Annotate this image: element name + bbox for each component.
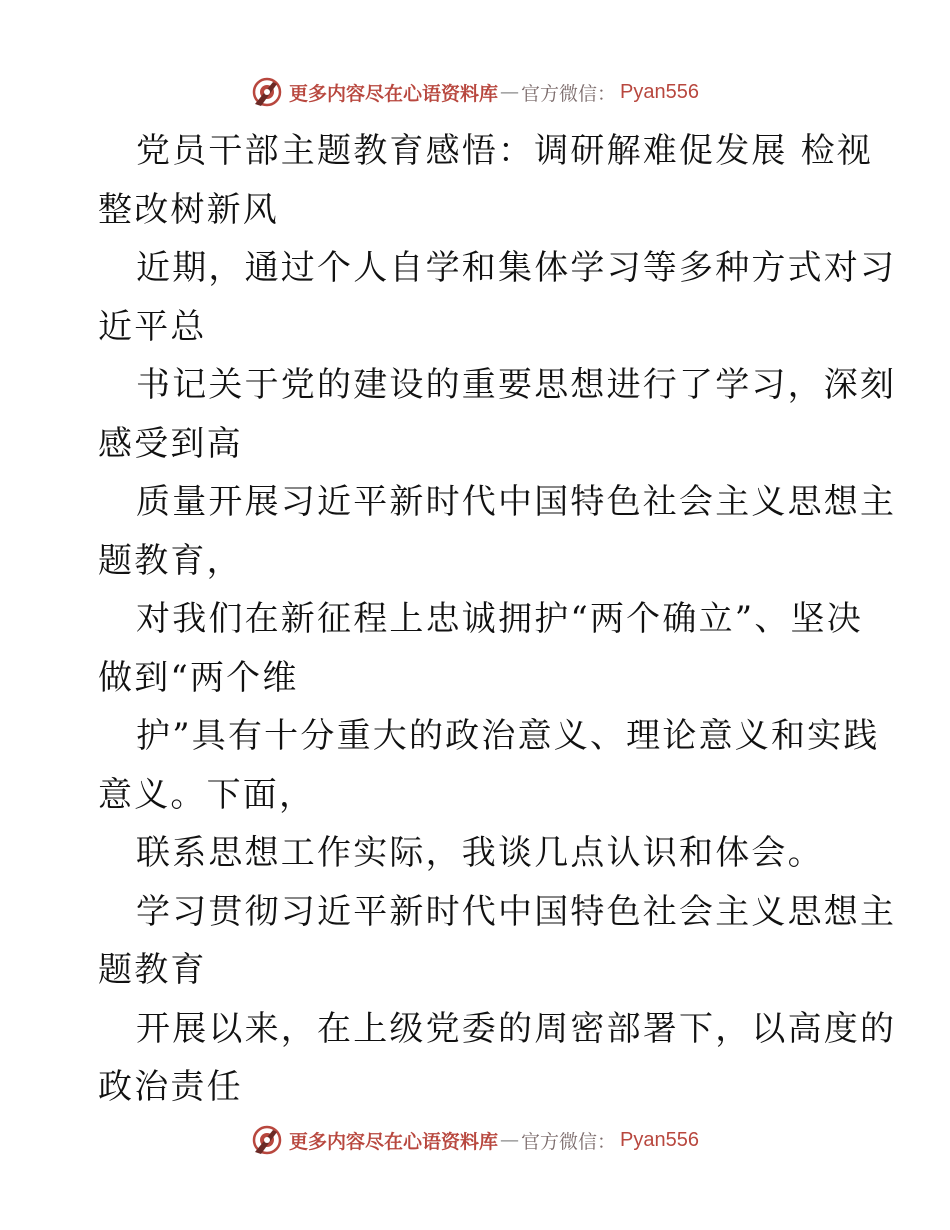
paragraph-line: 开展以来，在上级党委的周密部署下，以高度的 [136,1008,897,1049]
paragraph-line: 学习贯彻习近平新时代中国特色社会主义思想主 [136,891,897,932]
paragraph-line: 联系思想工作实际，我谈几点认识和体会。 [136,833,824,873]
footer-banner [0,1120,950,1160]
brand-text: 更多内容尽在心语资料库 [289,1130,499,1153]
paragraph-line: 质量开展习近平新时代中国特色社会主义思想主 [136,482,897,522]
brand-text: 更多内容尽在心语资料库 [289,82,499,105]
paragraph-line: 近期，通过个人自学和集体学习等多种方式对习 [136,248,897,288]
quill-seal-logo-icon [251,76,283,108]
paragraph-line: 感受到高 [98,423,243,464]
paragraph-line: 题教育 [98,950,207,990]
paragraph-line: 对我们在新征程上忠诚拥护“两个确立”、坚决 [136,599,863,639]
paragraph-line: 题教育， [98,540,243,581]
wechat-label: 官方微信： [521,82,617,105]
wechat-id: Pyan556 [620,80,699,103]
document-title: 党员干部主题教育感悟：调研解难促发展 检视 [136,131,874,171]
paragraph-line: 意义。下面， [98,774,316,815]
paragraph-line: 政治责任 [98,1067,243,1107]
banner-separator: — [500,81,520,103]
paragraph-line: 近平总 [98,306,207,347]
wechat-id: Pyan556 [620,1128,699,1151]
header-banner [0,72,950,112]
paragraph-line: 护”具有十分重大的政治意义、理论意义和实践 [136,716,880,756]
paragraph-line: 书记关于党的建设的重要思想进行了学习，深刻 [136,365,897,405]
document-body [98,122,897,1117]
banner-separator: — [500,1129,520,1151]
paragraph-line: 做到“两个维 [98,657,299,698]
document-title-cont: 整改树新风 [98,189,279,230]
quill-seal-logo-icon [251,1124,283,1156]
wechat-label: 官方微信： [521,1130,617,1153]
